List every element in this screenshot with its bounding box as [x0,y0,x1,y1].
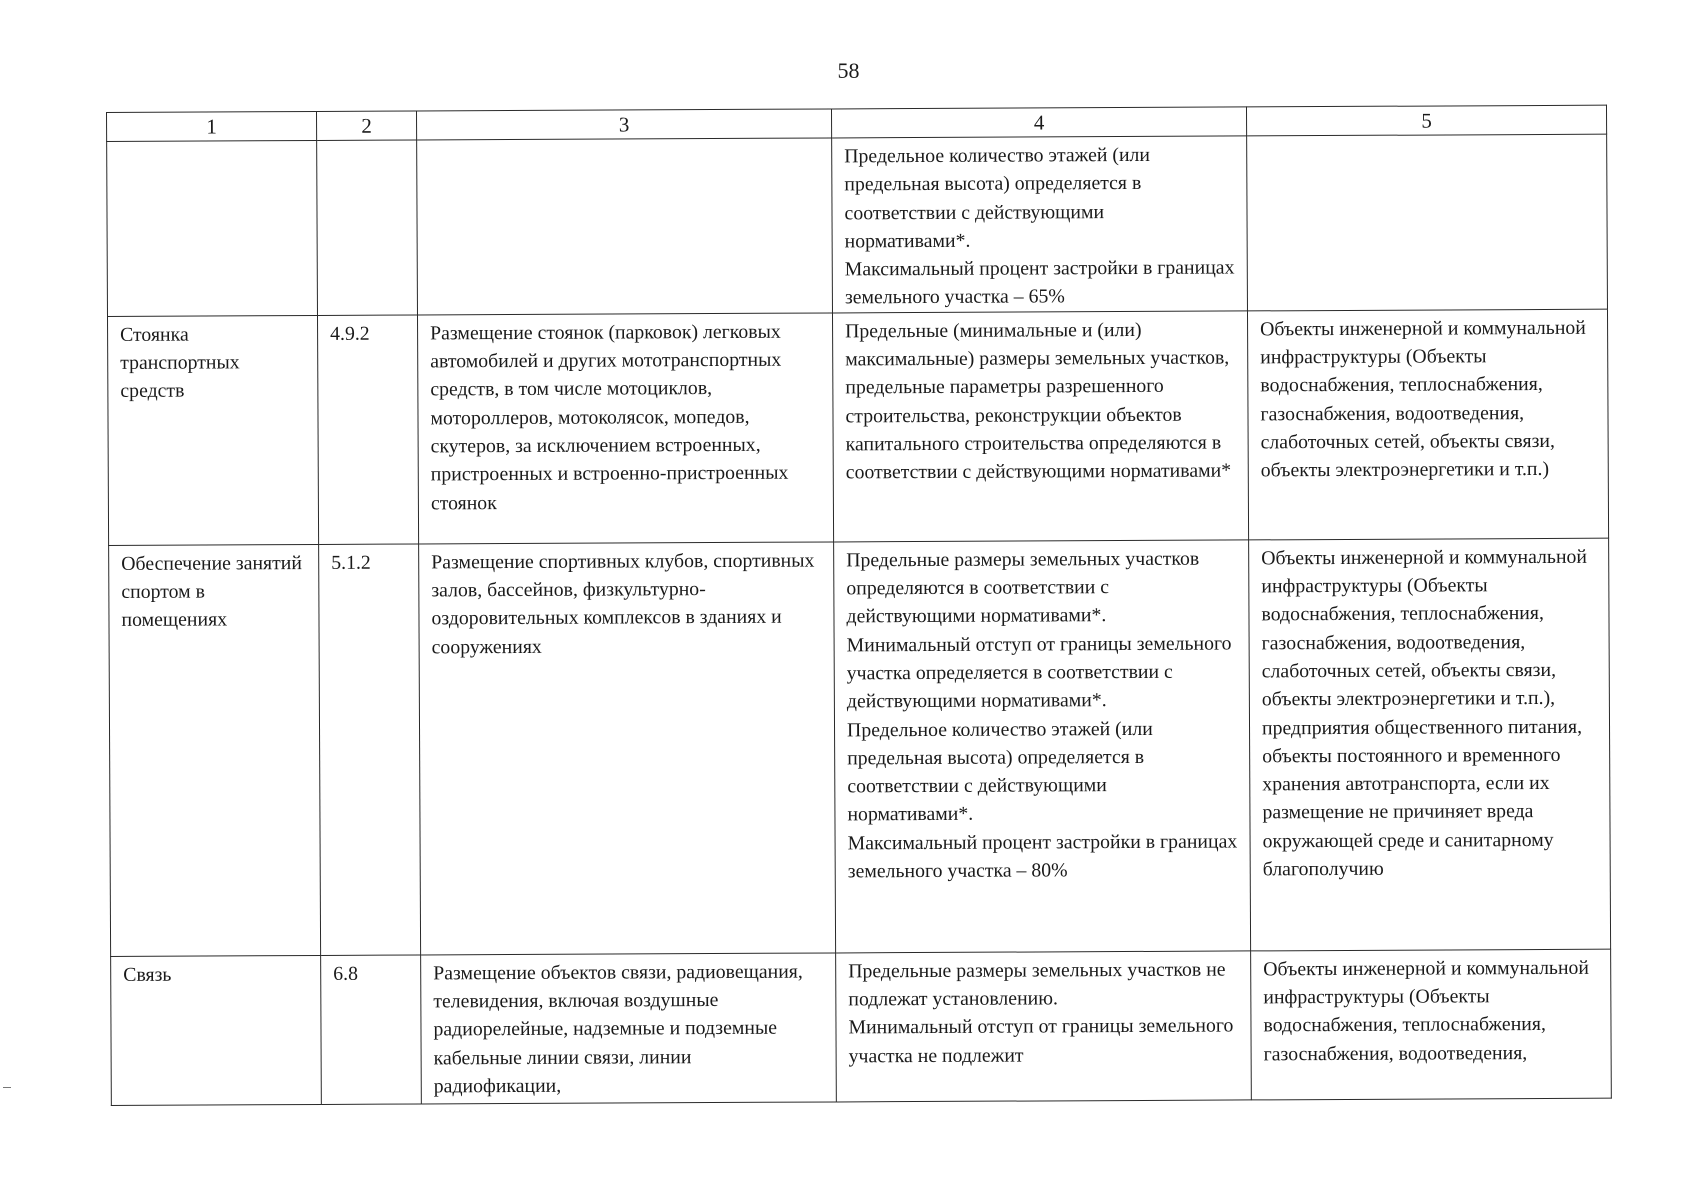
use-description-cell: Размещение стоянок (парковок) легковых автомобилей и других мототранспортных средств, в том числе мотоциклов, мотороллеров, мотоколясок, мопедов, скутеров, за исключением встроенных, пристроенных и встроенно-пристроенных стоянок [417,313,833,544]
column-header-3: 3 [416,109,831,140]
parameter-text: Предельные размеры земельных участков определяются в соответствии с действующими нормативами*. [846,547,1200,628]
column-header-5: 5 [1246,105,1606,136]
parameter-text: Предельные размеры земельных участков не подлежат установлению. [848,958,1226,1011]
use-code-cell: 5.1.2 [319,544,421,955]
auxiliary-uses-cell [1247,134,1608,311]
column-header-2: 2 [316,111,416,140]
parameter-text: Минимальный отступ от границы земельного участка не подлежит [848,1014,1234,1068]
scan-edge-mark [3,1087,11,1088]
use-description-cell: Размещение спортивных клубов, спортивных залов, бассейнов, физкультурно-оздоровительных комплексов в зданиях и сооружениях [419,542,836,955]
parameters-cell [832,136,1248,313]
column-header-1: 1 [107,111,317,141]
use-code-cell: 6.8 [321,955,422,1104]
use-code-cell [317,140,418,315]
use-description-cell [417,138,833,315]
table-container [106,105,1611,1112]
use-name-cell: Связь [111,955,322,1105]
use-description-cell: Размещение объектов связи, радиовещания, телевидения, включая воздушные радиорелейные, надземные и подземные кабельные линии связи, линии радиофикации, [421,953,837,1104]
page-number: 58 [837,58,860,83]
table-row [107,134,1608,316]
parameter-text: Предельное количество этажей (или предельная высота) определяется в соответствии с действующими нормативами*. [846,717,1153,826]
use-name-cell [107,140,318,316]
parameters-cell [836,951,1252,1102]
parameter-text: Максимальный процент застройки в границах земельного участка – 80% [847,830,1238,883]
use-name-cell: Стоянка транспортных средств [107,315,318,545]
auxiliary-uses-cell: Объекты инженерной и коммунальной инфраструктуры (Объекты водоснабжения, теплоснабжения, газоснабжения, водоотведения, слаботочных сетей, объекты связи, объекты электроэнергетики и т.п.) [1247,309,1608,540]
use-name-cell: Обеспечение занятий спортом в помещениях [109,544,321,956]
column-header-4: 4 [831,107,1246,138]
parameter-text: Максимальный процент застройки в границах земельного участка – 65% [844,256,1235,309]
parameters-cell [832,311,1248,542]
parameter-text: Предельные (минимальные и (или) максимальные) размеры земельных участков, предельные параметры разрешенного строительства, реконструкции объектов капитального строительства определяются в соответствии с действующими нормативами* [845,318,1232,484]
table-row [111,949,1612,1105]
parameters-cell [834,540,1251,953]
use-code-cell: 4.9.2 [317,315,418,544]
zoning-regulations-table [106,105,1612,1106]
parameter-text: Предельное количество этажей (или предельная высота) определяется в соответствии с действующими нормативами*. [844,143,1151,253]
table-row [107,309,1608,545]
auxiliary-uses-cell: Объекты инженерной и коммунальной инфраструктуры (Объекты водоснабжения, теплоснабжения, газоснабжения, водоотведения, слаботочных сетей, объекты связи, объекты электроэнергетики и т.п.), предприятия общественного питания, объекты постоянного и временного хранения автотранспорта, если их размещение не причиняет вреда окружающей среде и санитарному благополучию [1249,538,1611,951]
parameter-text: Минимальный отступ от границы земельного участка определяется в соответствии с действующими нормативами*. [846,632,1232,713]
auxiliary-uses-cell: Объекты инженерной и коммунальной инфраструктуры (Объекты водоснабжения, теплоснабжения, газоснабжения, водоотведения, [1251,949,1612,1100]
table-row [109,538,1611,956]
